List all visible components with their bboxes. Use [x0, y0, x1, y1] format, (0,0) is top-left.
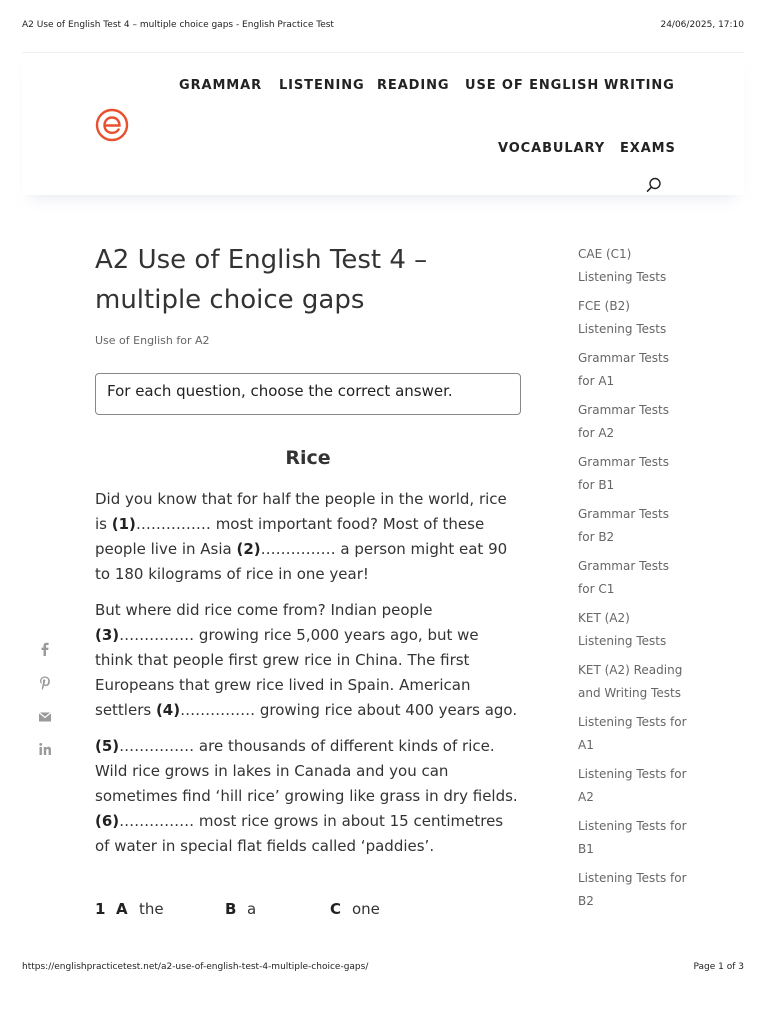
- sidebar-link[interactable]: CAE (C1) Listening Tests: [578, 247, 667, 284]
- page-title: A2 Use of English Test 4 – multiple choice gaps: [95, 245, 428, 315]
- nav-exams[interactable]: EXAMS: [620, 141, 676, 156]
- gap-number: (3): [95, 626, 120, 644]
- option-text[interactable]: a: [247, 900, 257, 918]
- sidebar-links: [578, 243, 688, 919]
- nav-use-of-english[interactable]: USE OF ENGLISH: [465, 78, 600, 93]
- option-letter: B: [225, 900, 237, 918]
- sidebar-link[interactable]: Grammar Tests for B2: [578, 507, 669, 544]
- text-paragraph: (5)…………… are thousands of different kinds of rice. Wild rice grows in lakes in Canada and you can sometimes find ‘hill rice’ growing like grass in dry fields. (6)…………… most rice grows in about 15 centimetres of water in special flat fields called ‘paddies’.: [95, 737, 518, 855]
- section-title: Rice: [285, 447, 331, 469]
- gap-number: (4): [155, 701, 181, 719]
- question-number: 1: [95, 900, 106, 918]
- sidebar-link[interactable]: Grammar Tests for B1: [578, 455, 669, 492]
- nav-vocabulary[interactable]: VOCABULARY: [498, 141, 606, 156]
- sidebar-link[interactable]: Grammar Tests for A2: [578, 403, 669, 440]
- option-text[interactable]: one: [352, 900, 380, 918]
- sidebar-link[interactable]: Listening Tests for A2: [578, 767, 687, 804]
- page-number: Page 1 of 3: [693, 962, 744, 972]
- sidebar-link[interactable]: Listening Tests for A1: [578, 715, 687, 752]
- nav-reading[interactable]: READING: [377, 78, 450, 93]
- linkedin-icon[interactable]: [36, 740, 54, 758]
- sidebar-link[interactable]: KET (A2) Reading and Writing Tests: [578, 663, 683, 700]
- email-icon[interactable]: [36, 708, 54, 726]
- category-link[interactable]: Use of English for A2: [95, 334, 210, 347]
- sidebar-link[interactable]: KET (A2) Listening Tests: [578, 611, 667, 648]
- text-paragraph: Did you know that for half the people in the world, rice is (1)…………… most important food? Most of these people live in Asia (2)…………… a person might eat 90 to 180 kilograms of rice in one year!: [95, 490, 508, 583]
- sidebar-link[interactable]: Grammar Tests for C1: [578, 559, 669, 596]
- text-paragraph: But where did rice come from? Indian people (3)…………… growing rice 5,000 years ago, but we think that people first grew rice in China. The first Europeans that grew rice lived in Spain. American settlers (4)…………… growing rice about 400 years ago.: [95, 601, 518, 719]
- sidebar-link[interactable]: FCE (B2) Listening Tests: [578, 299, 667, 336]
- sidebar-link[interactable]: Grammar Tests for A1: [578, 351, 669, 388]
- e-circle-logo-icon[interactable]: [95, 108, 129, 142]
- article: [95, 240, 521, 859]
- gap-number: (2): [236, 540, 261, 558]
- option-letter: C: [330, 900, 342, 918]
- print-datetime: 24/06/2025, 17:10: [660, 20, 744, 30]
- page-url: https://englishpracticetest.net/a2-use-of-english-test-4-multiple-choice-gaps/: [22, 962, 369, 972]
- pinterest-icon[interactable]: [36, 674, 54, 692]
- sidebar-link[interactable]: Listening Tests for B1: [578, 819, 687, 856]
- search-icon[interactable]: [646, 177, 662, 193]
- instruction-box: For each question, choose the correct answer.: [95, 373, 521, 415]
- gap-number: (1): [111, 515, 136, 533]
- nav-writing[interactable]: WRITING: [604, 78, 675, 93]
- nav-listening[interactable]: LISTENING: [279, 78, 365, 93]
- option-letter: A: [116, 900, 128, 918]
- facebook-icon[interactable]: [36, 640, 54, 658]
- gap-number: (6): [95, 812, 120, 830]
- gap-number: (5): [95, 737, 120, 755]
- site-header: [22, 52, 744, 195]
- print-page-title: A2 Use of English Test 4 – multiple choice gaps - English Practice Test: [22, 20, 334, 30]
- question-row: [95, 900, 521, 922]
- sidebar-link[interactable]: Listening Tests for B2: [578, 871, 687, 908]
- option-text[interactable]: the: [139, 900, 164, 918]
- nav-grammar[interactable]: GRAMMAR: [179, 78, 262, 93]
